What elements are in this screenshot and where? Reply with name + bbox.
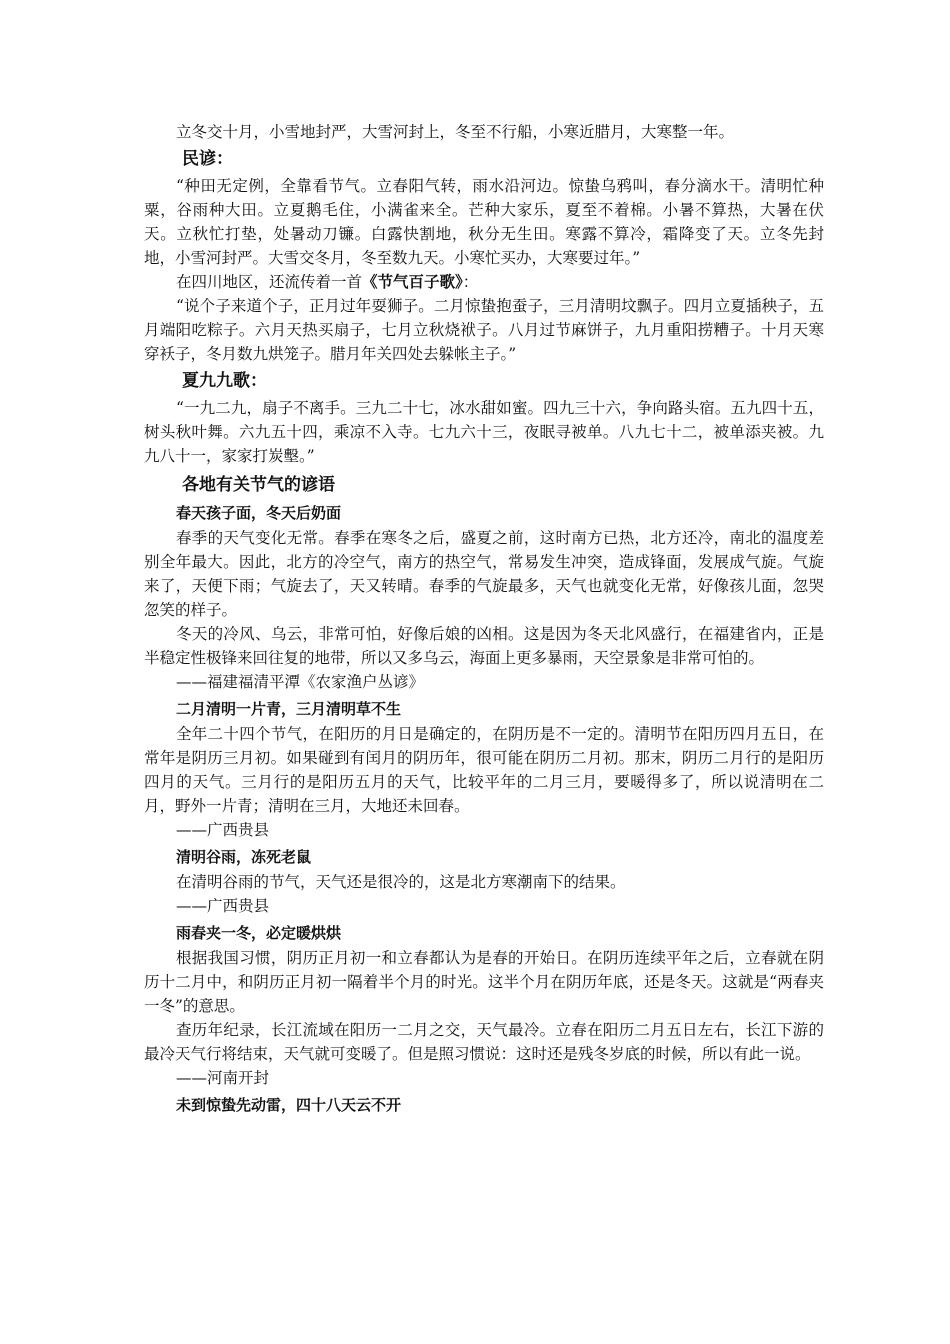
paragraph-body: 冬天的冷风、乌云，非常可怕，好像后娘的凶相。这是因为冬天北风盛行，在福建省内，正是半稳定性极锋来回往复的地带，所以又多乌云，海面上更多暴雨，天空景象是非常可怕的。: [144, 625, 824, 667]
sichuan-intro: 在四川地区，还流传着一首: [176, 273, 363, 291]
paragraph-xia99: “一九二九，扇子不离手。三九二十七，冰水甜如蜜。四九三十六，争向路头宿。五九四十五，树头秋叶舞。六九五十四，乘凉不入寺。七九六十三，夜眠寻被单。八九七十二，被单添夹被。九九八十一，家家打炭墼。”: [144, 399, 824, 465]
proverb-title: 春天孩子面，冬天后奶面: [176, 504, 342, 522]
paragraph-body: 春季的天气变化无常。春季在寒冬之后，盛夏之前，这时南方已热，北方还冷，南北的温度差别全年最大。因此，北方的冷空气，南方的热空气，常易发生冲突，造成锋面，发展成气旋。气旋来了，天便下雨；气旋去了，天又转晴。春季的气旋最多，天气也就变化无常，好像孩儿面，忽哭忽笑的样子。: [144, 529, 824, 619]
paragraph-baizige: “说个子来道个子，正月过年耍狮子。二月惊蛰抱蚕子，三月清明坟飘子。四月立夏插秧子，五月端阳吃粽子。六月天热买扇子，七月立秋烧袱子。八月过节麻饼子，九月重阳捞糟子。十月天寒穿袄子，冬月数九烘笼子。腊月年关四处去躲帐主子。”: [144, 297, 824, 363]
source-citation: ——福建福清平潭《农家渔户丛谚》: [176, 673, 425, 691]
paragraph-minyan: “种田无定例，全靠看节气。立春阳气转，雨水沿河边。惊蛰乌鸦叫，春分滴水干。清明忙种粟，谷雨种大田。立夏鹅毛住，小满雀来全。芒种大家乐，夏至不着棉。小暑不算热，大暑在伏天。立秋忙打垫，处暑动刀镰。白露快割地，秋分无生田。寒露不算冷，霜降变了天。立冬先封地，小雪河封严。大雪交冬月，冬至数九天。小寒忙买办，大寒要过年。”: [144, 177, 824, 267]
proverb-title: 雨春夹一冬，必定暖烘烘: [176, 924, 342, 942]
paragraph-body: 全年二十四个节气，在阳历的月日是确定的，在阴历是不一定的。清明节在阳历四月五日，在常年是阴历三月初。如果碰到有闰月的阴历年，很可能在阴历二月初。那末，阴历二月行的是阳历四月的天气。三月行的是阳历五月的天气，比较平年的二月三月，要暖得多了，所以说清明在二月，野外一片青；清明在三月，大地还未回春。: [144, 725, 824, 815]
sichuan-colon: ：: [462, 273, 479, 291]
heading-gedi: 各地有关节气的谚语: [182, 475, 335, 495]
paragraph-body: 查历年纪录，长江流域在阳历一二月之交，天气最冷。立春在阳历二月五日左右，长江下游的最冷天气行将结束，天气就可变暖了。但是照习惯说：这时还是残冬岁底的时候，所以有此一说。: [144, 1021, 824, 1063]
source-citation: ——广西贵县: [176, 897, 270, 915]
source-citation: ——河南开封: [176, 1069, 270, 1087]
proverb-title: 清明谷雨，冻死老鼠: [176, 848, 312, 866]
paragraph-body: 根据我国习惯，阴历正月初一和立春都认为是春的开始日。在阴历连续平年之后，立春就在阴历十二月中，和阴历正月初一隔着半个月的时光。这半个月在阴历年底，还是冬天。这就是“两春夹一冬”的意思。: [144, 949, 824, 1015]
paragraph-lidong: 立冬交十月，小雪地封严，大雪河封上，冬至不行船，小寒近腊月，大寒整一年。: [176, 123, 735, 141]
paragraph-body: 在清明谷雨的节气，天气还是很冷的，这是北方寒潮南下的结果。: [176, 873, 626, 891]
document-page: [144, 120, 824, 1118]
heading-minyan: 民谚：: [182, 149, 233, 169]
proverb-title: 未到惊蛰先动雷，四十八天云不开: [176, 1096, 402, 1114]
proverb-title: 二月清明一片青，三月清明草不生: [176, 700, 402, 718]
paragraph-sichuan: [144, 270, 824, 294]
song-title: 《节气百子歌》: [362, 272, 463, 291]
heading-xia99: 夏九九歌：: [182, 371, 267, 391]
source-citation: ——广西贵县: [176, 821, 270, 839]
